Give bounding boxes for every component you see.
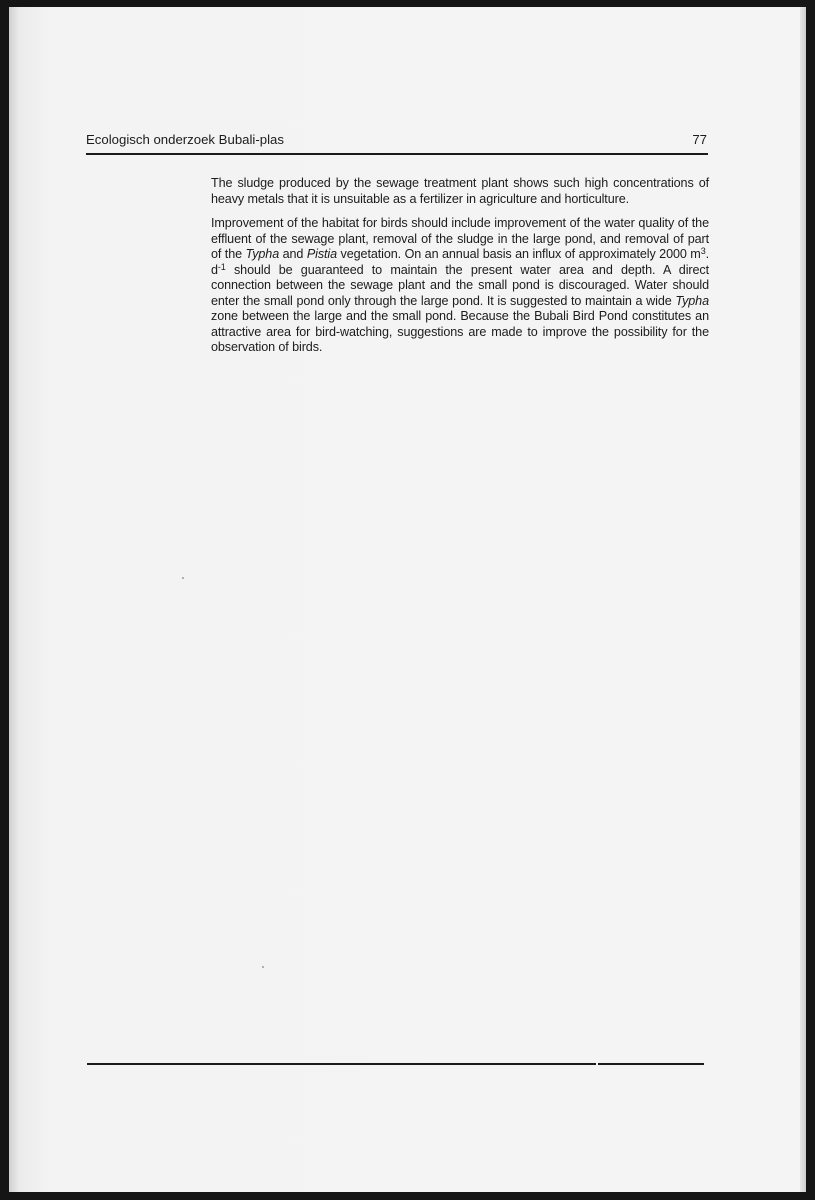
paragraph-1-text: The sludge produced by the sewage treatment plant shows such high concentrations of heavy metals that it is unsuitable as a fertilizer in agriculture and horticulture. bbox=[211, 176, 709, 206]
body-text bbox=[211, 176, 709, 365]
dust-speck bbox=[182, 577, 184, 579]
italic-typha-zone: Typha bbox=[675, 293, 709, 308]
running-header bbox=[86, 132, 717, 152]
italic-typha: Typha bbox=[245, 247, 280, 261]
footer-rule-left bbox=[87, 1063, 596, 1065]
paragraph-2-part-3: vegetation. On an annual basis an influx of approximately 2000 m bbox=[337, 247, 701, 261]
footer-rule-right bbox=[598, 1063, 704, 1065]
page-edge-shadow bbox=[800, 7, 806, 1192]
page-number: 77 bbox=[692, 132, 707, 147]
paragraph-2-part-4: . d bbox=[211, 247, 709, 277]
paragraph-sludge bbox=[211, 176, 709, 207]
paragraph-2-part-6: zone between the large and the small pond. Because the Bubali Bird Pond constitutes an attractive area for bird-watching, suggestions are made to improve the possibility for the observation of birds. bbox=[211, 309, 709, 354]
paragraph-2-part-2: and bbox=[279, 247, 307, 261]
header-rule bbox=[86, 153, 708, 155]
paragraph-2-part-5: should be guaranteed to maintain the present water area and depth. A direct connection between the sewage plant and the small pond is discouraged. Water should enter the small pond only through the large pond. It is suggested to maintain a wide bbox=[211, 262, 709, 308]
dust-speck bbox=[262, 966, 264, 968]
superscript-3: 3 bbox=[700, 246, 706, 256]
italic-pistia: Pistia bbox=[306, 247, 338, 261]
superscript-minus-1: -1 bbox=[217, 261, 226, 272]
paragraph-habitat bbox=[211, 216, 709, 356]
paragraph-2-part-1: Improvement of the habitat for birds should include improvement of the water quality of the effluent of the sewage plant, removal of the sludge in the large pond, and removal of part of the bbox=[211, 216, 709, 261]
header-title: Ecologisch onderzoek Bubali-plas bbox=[86, 132, 284, 147]
